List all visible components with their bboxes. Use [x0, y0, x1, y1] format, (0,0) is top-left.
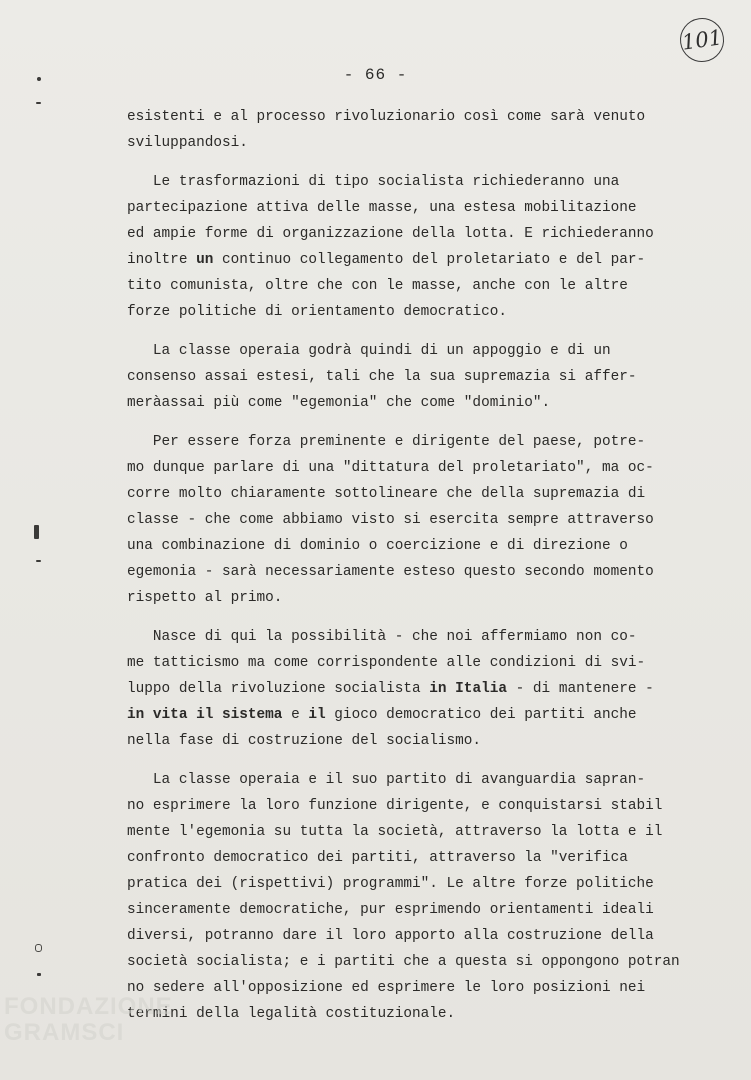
- text-line: [127, 845, 672, 871]
- text-line: [127, 793, 672, 819]
- text-segment: mo dunque parlare di una "dittatura del proletariato", ma oc-: [127, 460, 654, 476]
- paragraph: [127, 767, 680, 1027]
- text-line: [127, 299, 672, 325]
- page-number: - 66 -: [343, 66, 408, 84]
- text-line: [127, 585, 672, 611]
- text-segment: me tatticismo ma come corrispondente alle condizioni di svi-: [127, 655, 646, 671]
- text-segment: classe - che come abbiamo visto si esercita sempre attraverso: [127, 512, 654, 528]
- text-segment: - di mantenere -: [507, 681, 654, 697]
- margin-tick: [37, 973, 41, 976]
- text-segment: mente l'egemonia su tutta la società, attraverso la lotta e il: [127, 824, 663, 840]
- text-segment: confronto democratico dei partiti, attraverso la "verifica: [127, 850, 628, 866]
- fondazione-gramsci-watermark: [4, 994, 173, 1046]
- text-segment: tito comunista, oltre che con le masse, anche con le altre: [127, 278, 628, 294]
- text-segment: ed ampie forme di organizzazione della lotta. E richiederanno: [127, 226, 654, 242]
- text-segment: sinceramente democratiche, pur esprimendo orientamenti ideali: [127, 902, 654, 918]
- margin-tick: [36, 102, 41, 104]
- text-segment: e: [282, 707, 309, 723]
- text-line: [127, 533, 672, 559]
- text-segment: nella fase di costruzione del socialismo.: [127, 733, 482, 749]
- text-segment: luppo della rivoluzione socialista: [127, 681, 430, 697]
- text-line: [127, 455, 672, 481]
- text-segment: esistenti e al processo rivoluzionario così come sarà venuto: [127, 109, 646, 125]
- text-line: [127, 702, 672, 728]
- text-line: [127, 195, 672, 221]
- text-segment: La classe operaia e il suo partito di avanguardia sapran-: [127, 772, 646, 788]
- text-segment: meràassai più come "egemonia" che come "dominio".: [127, 395, 551, 411]
- text-line: [127, 481, 672, 507]
- text-segment: corre molto chiaramente sottolineare che della supremazia di: [127, 486, 646, 502]
- bold-text-segment: in vita il sistema: [127, 707, 283, 723]
- text-line: [127, 104, 672, 130]
- text-line: [127, 676, 672, 702]
- text-segment: società socialista; e i partiti che a questa si oppongono potran: [127, 954, 680, 970]
- text-line: [127, 559, 672, 585]
- margin-hole-mark: [34, 525, 39, 539]
- text-segment: consenso assai estesi, tali che la sua supremazia si affer-: [127, 369, 637, 385]
- text-segment: Nasce di qui la possibilità - che noi affermiamo non co-: [127, 629, 637, 645]
- text-line: [127, 650, 672, 676]
- text-line: [127, 338, 672, 364]
- text-segment: egemonia - sarà necessariamente esteso questo secondo momento: [127, 564, 654, 580]
- margin-tick: [36, 560, 41, 562]
- text-line: [127, 169, 672, 195]
- text-segment: termini della legalità costituzionale.: [127, 1006, 456, 1022]
- text-line: [127, 247, 672, 273]
- bold-text-segment: in Italia: [429, 681, 507, 697]
- bold-text-segment: un: [196, 252, 214, 268]
- text-line: [127, 390, 672, 416]
- text-segment: sviluppandosi.: [127, 135, 248, 151]
- text-line: [127, 507, 672, 533]
- margin-dot: [37, 77, 41, 81]
- text-line: [127, 923, 672, 949]
- margin-ring: [35, 944, 42, 952]
- watermark-line-1: FONDAZIONE: [4, 993, 173, 1020]
- paragraph: [127, 624, 672, 754]
- text-line: [127, 728, 672, 754]
- text-line: [127, 975, 672, 1001]
- text-segment: no esprimere la loro funzione dirigente, e conquistarsi stabil: [127, 798, 663, 814]
- text-line: [127, 364, 672, 390]
- text-line: [127, 221, 672, 247]
- text-line: [127, 819, 672, 845]
- text-line: [127, 897, 672, 923]
- text-segment: La classe operaia godrà quindi di un appoggio e di un: [127, 343, 611, 359]
- paragraph: [127, 169, 672, 325]
- text-line: [127, 624, 672, 650]
- text-line: [127, 949, 680, 975]
- text-segment: no sedere all'opposizione ed esprimere le loro posizioni nei: [127, 980, 646, 996]
- text-segment: inoltre: [127, 252, 197, 268]
- text-segment: partecipazione attiva delle masse, una estesa mobilitazione: [127, 200, 637, 216]
- bold-text-segment: il: [308, 707, 326, 723]
- text-segment: continuo collegamento del proletariato e del par-: [213, 252, 646, 268]
- text-line: [127, 429, 672, 455]
- text-segment: forze politiche di orientamento democratico.: [127, 304, 507, 320]
- text-line: [127, 1001, 672, 1027]
- text-line: [127, 871, 672, 897]
- paragraph: [127, 429, 672, 611]
- paragraph: [127, 338, 672, 416]
- text-segment: diversi, potranno dare il loro apporto alla costruzione della: [127, 928, 654, 944]
- text-segment: una combinazione di dominio o coercizione e di direzione o: [127, 538, 628, 554]
- text-segment: gioco democratico dei partiti anche: [325, 707, 637, 723]
- text-segment: Per essere forza preminente e dirigente del paese, potre-: [127, 434, 646, 450]
- text-segment: Le trasformazioni di tipo socialista richiederanno una: [127, 174, 620, 190]
- document-body: [127, 104, 680, 1027]
- paragraph: [127, 104, 672, 156]
- text-line: [127, 130, 672, 156]
- text-segment: rispetto al primo.: [127, 590, 283, 606]
- archive-page-stamp: 101: [677, 15, 727, 65]
- watermark-line-2: GRAMSCI: [4, 1019, 125, 1046]
- text-line: [127, 767, 672, 793]
- text-line: [127, 273, 672, 299]
- text-segment: pratica dei (rispettivi) programmi". Le altre forze politiche: [127, 876, 654, 892]
